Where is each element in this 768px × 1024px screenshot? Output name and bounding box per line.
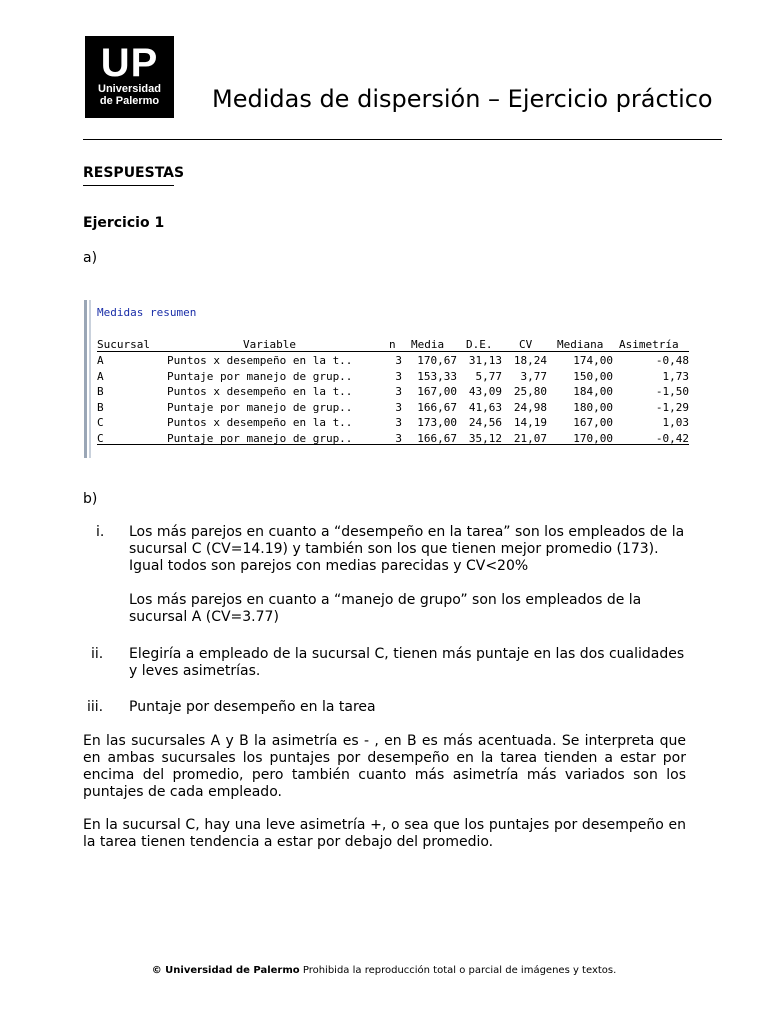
cell-n: 3 [395, 400, 402, 414]
item-ii-number: ii. [91, 646, 104, 662]
cell-variable: Puntos x desempeño en la t.. [167, 354, 353, 367]
cell-n: 3 [395, 431, 402, 445]
table-header-rule [97, 351, 689, 352]
cell-n: 3 [395, 416, 402, 429]
cell-media: 153,33 [417, 369, 457, 383]
part-a-label: a) [83, 250, 98, 266]
cell-cv: 25,80 [513, 385, 547, 398]
cell-mediana: 167,00 [573, 416, 613, 429]
cell-n: 3 [395, 354, 402, 367]
header-asimetria: Asimetría [619, 338, 679, 351]
table-left-bar [84, 300, 87, 458]
header-cv: CV [519, 338, 533, 351]
header-n: n [389, 338, 396, 351]
cell-de: 24,56 [468, 416, 502, 429]
cell-mediana: 150,00 [573, 369, 613, 383]
cell-mediana: 174,00 [573, 354, 613, 367]
logo-monogram: UP [100, 41, 159, 85]
header-variable: Variable [243, 338, 296, 351]
cell-variable: Puntos x desempeño en la t.. [167, 385, 353, 398]
cell-media: 166,67 [417, 431, 457, 445]
cell-cv: 21,07 [513, 431, 547, 445]
cell-de: 31,13 [468, 354, 502, 367]
cell-de: 43,09 [468, 385, 502, 398]
table-left-bar-light [89, 300, 91, 458]
section-heading: RESPUESTAS [83, 165, 185, 181]
header-divider [83, 139, 722, 140]
section-underline [83, 185, 174, 186]
cell-cv: 18,24 [513, 354, 547, 367]
cell-asimetria: -1,50 [655, 385, 689, 398]
cell-sucursal: A [97, 354, 104, 367]
cell-sucursal: B [97, 400, 104, 414]
cell-asimetria: -0,48 [655, 354, 689, 367]
conclusion-paragraph-2: En la sucursal C, hay una leve asimetría +, o sea que los puntajes por desempeño en la tarea tienen tendencia a estar por debajo del promedio. [83, 817, 686, 850]
cell-mediana: 170,00 [573, 431, 613, 445]
logo-line-1: Universidad [98, 83, 161, 95]
item-iii-paragraph: Puntaje por desempeño en la tarea [129, 699, 376, 715]
cell-mediana: 180,00 [573, 400, 613, 414]
table-title: Medidas resumen [97, 306, 197, 319]
item-iii-number: iii. [87, 699, 104, 715]
cell-de: 35,12 [468, 431, 502, 445]
part-b-label: b) [83, 491, 98, 507]
cell-sucursal: C [97, 431, 104, 445]
item-ii-paragraph: Elegiría a empleado de la sucursal C, tienen más puntaje en las dos cualidades y leves asimetrías. [129, 646, 685, 679]
cell-sucursal: A [97, 369, 104, 383]
header-de: D.E. [466, 338, 493, 351]
conclusion-paragraph-1: En las sucursales A y B la asimetría es - , en B es más acentuada. Se interpreta que en ambas sucursales los puntajes por desempeño en la tarea tienden a estar por encima del promedio, pero también cuanto más asimetría más variados son los puntajes de cada empleado. [83, 733, 686, 800]
footer [0, 965, 768, 976]
cell-cv: 3,77 [520, 369, 547, 383]
cell-asimetria: -1,29 [655, 400, 689, 414]
cell-media: 170,67 [417, 354, 457, 367]
table-header-row [97, 337, 679, 352]
footer-copyright: © Universidad de Palermo [151, 965, 300, 976]
header-mediana: Mediana [557, 338, 604, 351]
summary-table [84, 300, 690, 458]
header-media: Media [411, 338, 445, 351]
cell-sucursal: B [97, 385, 104, 398]
cell-mediana: 184,00 [573, 385, 613, 398]
document-title: Medidas de dispersión – Ejercicio práctico [212, 85, 713, 113]
item-i-number: i. [96, 524, 105, 540]
cell-n: 3 [395, 385, 402, 398]
cell-variable: Puntos x desempeño en la t.. [167, 416, 353, 429]
cell-variable: Puntaje por manejo de grup.. [167, 369, 353, 383]
item-i-paragraph-2: Los más parejos en cuanto a “manejo de grupo” son los empleados de la sucursal A (CV=3.77) [129, 592, 642, 625]
cell-de: 41,63 [468, 400, 502, 414]
cell-sucursal: C [97, 416, 104, 429]
exercise-heading: Ejercicio 1 [83, 215, 165, 231]
university-logo [85, 36, 174, 118]
cell-cv: 24,98 [513, 400, 547, 414]
cell-asimetria: -0,42 [655, 431, 689, 445]
cell-media: 167,00 [417, 385, 457, 398]
item-i-paragraph-1: Los más parejos en cuanto a “desempeño en la tarea” son los empleados de la sucursal C (CV=14.19) y también son los que tienen mejor promedio (173). Igual todos son parejos con medias parecidas y CV<20% [129, 524, 685, 574]
header-sucursal: Sucursal [97, 338, 150, 351]
cell-asimetria: 1,03 [662, 416, 689, 429]
cell-media: 173,00 [417, 416, 457, 429]
cell-cv: 14,19 [513, 416, 547, 429]
cell-variable: Puntaje por manejo de grup.. [167, 431, 353, 445]
cell-media: 166,67 [417, 400, 457, 414]
cell-variable: Puntaje por manejo de grup.. [167, 400, 353, 414]
logo-line-2: de Palermo [99, 95, 160, 107]
cell-asimetria: 1,73 [662, 369, 689, 383]
cell-n: 3 [395, 369, 402, 383]
cell-de: 5,77 [475, 369, 502, 383]
footer-notice: Prohibida la reproducción total o parcial de imágenes y textos. [302, 965, 617, 976]
